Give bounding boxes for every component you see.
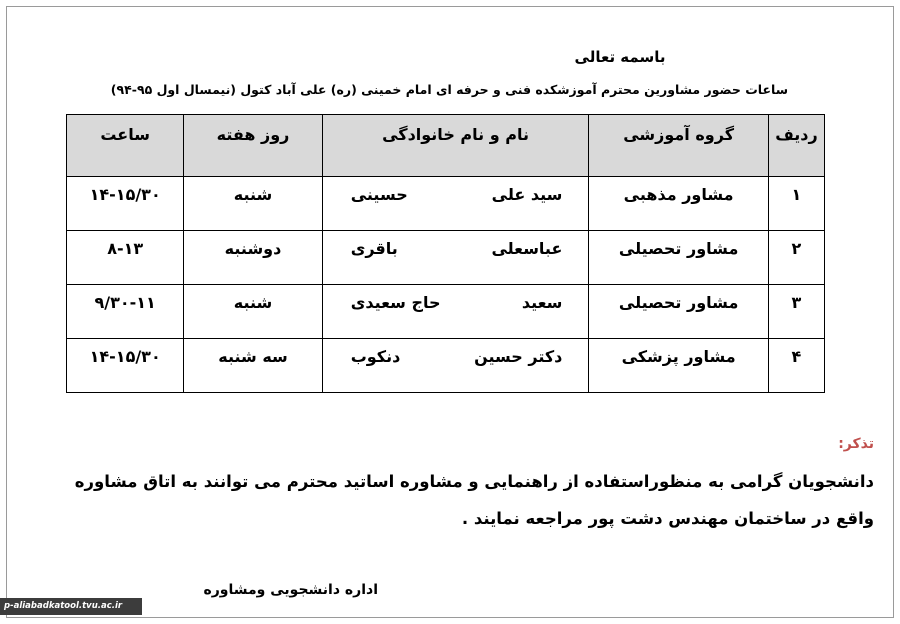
row-group: مشاور مذهبی — [589, 177, 768, 231]
table-header-row — [67, 115, 825, 177]
row-day: شنبه — [184, 177, 322, 231]
row-first-name: سعید — [521, 293, 563, 312]
row-first-name: عباسعلی — [491, 239, 563, 258]
row-time: ۸-۱۳ — [67, 231, 184, 285]
advisor-schedule-table — [66, 114, 825, 393]
header-day: روز هفته — [184, 115, 322, 177]
site-watermark: p-aliabadkatool.tvu.ac.ir — [0, 598, 142, 615]
row-first-name: دکتر حسین — [474, 347, 563, 366]
row-last-name: حاج سعیدی — [350, 293, 441, 312]
row-time: ۹/۳۰-۱۱ — [67, 285, 184, 339]
table-row — [67, 231, 825, 285]
row-group: مشاور تحصیلی — [589, 285, 768, 339]
row-day: شنبه — [184, 285, 322, 339]
row-group: مشاور پزشکی — [589, 339, 768, 393]
row-name — [322, 177, 589, 231]
header-time: ساعت — [67, 115, 184, 177]
row-number: ۳ — [768, 285, 824, 339]
header-name: نام و نام خانوادگی — [322, 115, 589, 177]
row-last-name: دنکوب — [350, 347, 401, 366]
row-number: ۲ — [768, 231, 824, 285]
row-number: ۴ — [768, 339, 824, 393]
row-day: دوشنبه — [184, 231, 322, 285]
reminder-line-2: واقع در ساختمان مهندس دشت پور مراجعه نمایند . — [461, 509, 874, 528]
table-row — [67, 177, 825, 231]
document-heading: باسمه تعالی — [574, 48, 666, 66]
row-time: ۱۴-۱۵/۳۰ — [67, 339, 184, 393]
row-name — [322, 285, 589, 339]
row-last-name: حسینی — [350, 185, 408, 204]
row-last-name: باقری — [350, 239, 398, 258]
row-number: ۱ — [768, 177, 824, 231]
reminder-line-1: دانشجویان گرامی به منظوراستفاده از راهنمایی و مشاوره اساتید محترم می توانند به اتاق مشاوره — [74, 472, 874, 491]
reminder-text — [24, 463, 874, 537]
row-day: سه شنبه — [184, 339, 322, 393]
row-first-name: سید علی — [491, 185, 563, 204]
row-time: ۱۴-۱۵/۳۰ — [67, 177, 184, 231]
document-subheading: ساعات حضور مشاورین محترم آموزشکده فنی و حرفه ای امام خمینی (ره) علی آباد کتول (نیمسال اول ۹۵-۹۴) — [110, 82, 788, 97]
reminder-label: تذکر: — [838, 436, 874, 452]
row-group: مشاور تحصیلی — [589, 231, 768, 285]
table-row — [67, 285, 825, 339]
signature: اداره دانشجویی ومشاوره — [203, 582, 378, 598]
row-name — [322, 339, 589, 393]
header-group: گروه آموزشی — [589, 115, 768, 177]
row-name — [322, 231, 589, 285]
header-row-number: ردیف — [768, 115, 824, 177]
table-row — [67, 339, 825, 393]
